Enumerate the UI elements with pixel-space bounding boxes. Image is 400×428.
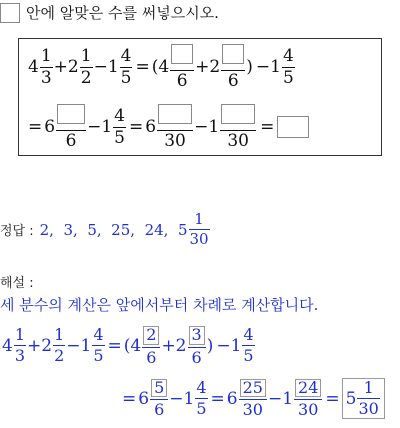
answer-fraction: $\frac{1}{30}$	[189, 210, 209, 248]
fraction: $\frac{1}{2}$	[80, 45, 92, 88]
fraction: $\frac{1}{3}$	[14, 325, 26, 366]
mixed-whole: 4	[28, 57, 39, 77]
answer-blank[interactable]	[158, 104, 192, 124]
mixed-whole: 1	[101, 117, 113, 137]
fraction: $\frac{4}{5}$	[120, 45, 132, 88]
fraction: $\frac{1}{30}$	[358, 378, 379, 418]
question-line-2	[28, 104, 309, 150]
fraction-with-blank: 30	[157, 104, 193, 150]
mixed-whole: 1	[107, 57, 119, 77]
final-result-box: 5 $\frac{1}{30}$	[342, 378, 385, 419]
paren-close: )	[246, 57, 253, 77]
answer-label: 정답 :	[0, 224, 34, 239]
filled-fraction: $\frac{5}{6}$	[150, 379, 168, 419]
mixed-whole: 6	[145, 117, 157, 137]
fraction: $\frac{4}{5}$	[196, 378, 207, 418]
mixed-whole: 1	[208, 117, 220, 137]
filled-fraction: $\frac{2}{6}$	[142, 326, 160, 366]
fraction: $\frac{1}{2}$	[54, 325, 65, 366]
filled-fraction: $\frac{24}{30}$	[294, 379, 322, 419]
operator-plus: +2	[195, 57, 221, 77]
fraction-with-blank: 6	[56, 104, 86, 150]
equals-sign: =	[260, 117, 275, 137]
filled-fraction: $\frac{3}{6}$	[188, 326, 206, 366]
answer-blank[interactable]	[221, 104, 255, 124]
answer-blank[interactable]	[57, 104, 85, 124]
operator-minus: −	[87, 117, 102, 137]
explanation-label: 해설 :	[0, 276, 34, 291]
explanation-text: 세 분수의 계산은 앞에서부터 차례로 계산합니다.	[0, 296, 319, 314]
mixed-whole: 1	[270, 57, 281, 77]
question-line-1	[28, 44, 296, 90]
answer-row	[0, 212, 211, 247]
equals-sign: =	[28, 117, 43, 137]
instruction-text: 안에 알맞은 수를 써넣으시오.	[26, 4, 219, 22]
fraction-with-blank: 6	[221, 44, 245, 90]
fraction: $\frac{4}{5}$	[114, 105, 125, 148]
mixed-whole: 2	[67, 57, 79, 77]
operator-plus: +	[53, 57, 68, 77]
fraction-with-blank: 30	[220, 104, 256, 150]
operator-minus: −	[194, 117, 209, 137]
blank-box-icon	[0, 3, 20, 23]
answer-blank[interactable]	[171, 44, 193, 64]
answer-blank[interactable]	[222, 44, 244, 64]
instruction-row	[0, 2, 219, 23]
fraction: $\frac{4}{5}$	[282, 45, 294, 88]
operator-minus: −	[255, 57, 271, 77]
fraction-with-blank: 6	[170, 44, 194, 90]
equals-sign: =	[128, 117, 144, 137]
answer-values: 2, 3, 5, 25, 24, 5	[39, 220, 188, 239]
fraction: $\frac{1}{3}$	[40, 45, 52, 88]
mixed-whole: 6	[44, 117, 56, 137]
final-answer-blank[interactable]	[277, 116, 309, 138]
paren-open: (4	[151, 57, 170, 77]
explanation-line-2: = 6 $\frac{5}{6}$ − 1 $\frac{4}{5}$ = 6 $\frac{25}{30}$ − 1 $\frac{24}{30}$ = 5 $\frac{1}{30}$	[122, 378, 385, 419]
fraction: $\frac{4}{5}$	[93, 325, 104, 366]
operator-minus: −	[93, 57, 108, 77]
filled-fraction: $\frac{25}{30}$	[239, 379, 267, 419]
explanation-line-1: 4 $\frac{1}{3}$ + 2 $\frac{1}{2}$ − 1 $\frac{4}{5}$ = (4 $\frac{2}{6}$ +2 $\frac{3}{6}$ ) − 1 $\frac{4}{5}$	[2, 325, 254, 367]
equals-sign: =	[135, 57, 150, 77]
fraction: $\frac{4}{5}$	[243, 325, 254, 366]
